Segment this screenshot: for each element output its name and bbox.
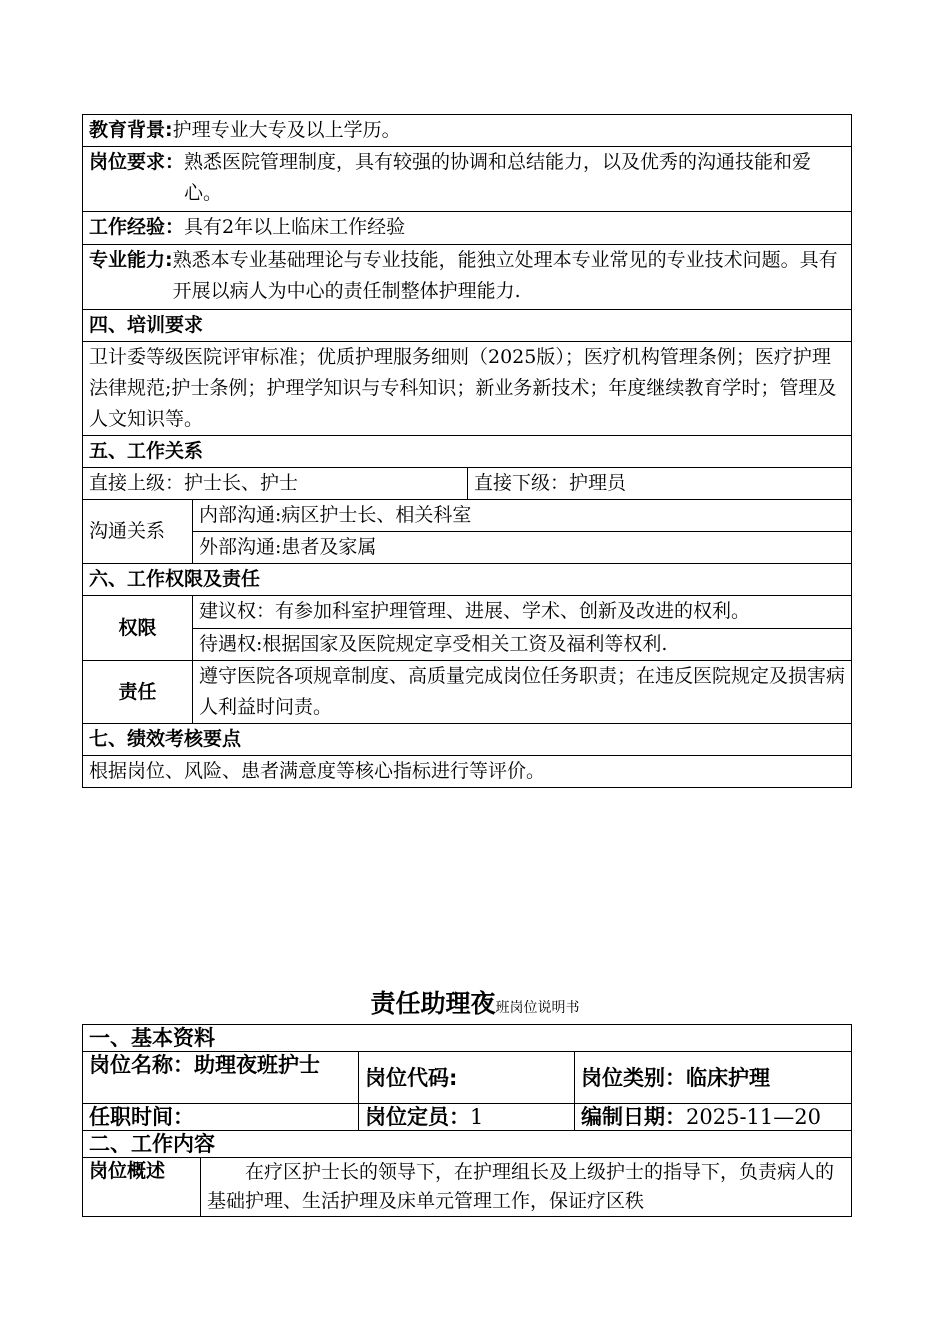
direct-subordinate: 直接下级：护理员 (468, 468, 852, 500)
post-row (83, 1052, 852, 1104)
headcount (359, 1104, 575, 1131)
power-benefit: 待遇权:根据国家及医院规定享受相关工资及福利等权利. (193, 629, 852, 661)
overview-row (83, 1158, 852, 1217)
title-sub: 班岗位说明书 (495, 1000, 580, 1016)
internal-comm: 内部沟通:病区护士长、相关科室 (193, 500, 852, 532)
duty-row (83, 661, 852, 724)
overview-text: 在疗区护士长的领导下，在护理组长及上级护士的指导下，负责病人的基础护理、生活护理及床单元管理工作，保证疗区秩 (201, 1158, 852, 1217)
ability-text: 熟悉本专业基础理论与专业技能，能独立处理本专业常见的专业技术问题。具有开展以病人为中心的责任制整体护理能力. (172, 249, 838, 302)
tenure-row (83, 1104, 852, 1131)
headcount-label: 岗位定员： (365, 1105, 470, 1129)
post-code: 岗位代码: (359, 1052, 575, 1104)
post-name: 岗位名称：助理夜班护士 (83, 1052, 359, 1104)
training-text: 卫计委等级医院评审标准；优质护理服务细则（2025版）；医疗机构管理条例；医疗护理法律规范;护士条例；护理学知识与专科知识；新业务新技术；年度继续教育学时；管理及人文知识等。 (83, 342, 852, 436)
content-heading: 二、工作内容 (83, 1131, 852, 1158)
direct-superior: 直接上级：护士长、护士 (83, 468, 468, 500)
education-label: 教育背景: (89, 119, 173, 141)
requirement-label: 岗位要求： (89, 151, 185, 173)
tenure-time: 任职时间： (83, 1104, 359, 1131)
internal-comm-row (83, 500, 852, 532)
date-value: 2025-11—20 (686, 1105, 821, 1129)
date-label: 编制日期： (581, 1105, 686, 1129)
night-assistant-table (82, 1024, 852, 1217)
ability-label: 专业能力: (89, 249, 173, 271)
superior-row (83, 468, 852, 500)
duty-text: 遵守医院各项规章制度、高质量完成岗位任务职责；在违反医院规定及损害病人利益时问责。 (193, 661, 852, 724)
experience-row (83, 212, 852, 245)
education-row (83, 115, 852, 147)
power-suggestion: 建议权：有参加科室护理管理、进展、学术、创新及改进的权利。 (193, 596, 852, 629)
title-main: 责任助理夜 (370, 989, 496, 1018)
training-heading: 四、培训要求 (83, 310, 852, 342)
overview-label: 岗位概述 (83, 1158, 201, 1217)
power-row-1 (83, 596, 852, 629)
compile-date (575, 1104, 852, 1131)
duty-label: 责任 (83, 661, 193, 724)
performance-heading: 七、绩效考核要点 (83, 724, 852, 756)
authority-heading: 六、工作权限及责任 (83, 564, 852, 596)
basic-heading: 一、基本资料 (83, 1025, 852, 1052)
experience-label: 工作经验： (89, 216, 185, 238)
power-row-2 (83, 629, 852, 661)
headcount-value: 1 (470, 1105, 484, 1129)
power-label: 权限 (83, 596, 193, 661)
post-type: 岗位类别：临床护理 (575, 1052, 852, 1104)
job-spec-table (82, 114, 852, 788)
education-text: 护理专业大专及以上学历。 (172, 119, 401, 141)
experience-text: 具有2年以上临床工作经验 (184, 216, 406, 238)
external-comm-row (83, 532, 852, 564)
relations-heading: 五、工作关系 (83, 436, 852, 468)
performance-text: 根据岗位、风险、患者满意度等核心指标进行等评价。 (83, 756, 852, 788)
requirement-row (83, 147, 852, 212)
requirement-text: 熟悉医院管理制度，具有较强的协调和总结能力，以及优秀的沟通技能和爱心。 (184, 151, 812, 204)
ability-row (83, 245, 852, 310)
external-comm: 外部沟通:患者及家属 (193, 532, 852, 564)
document-title (0, 984, 950, 1020)
comm-label: 沟通关系 (83, 500, 193, 564)
